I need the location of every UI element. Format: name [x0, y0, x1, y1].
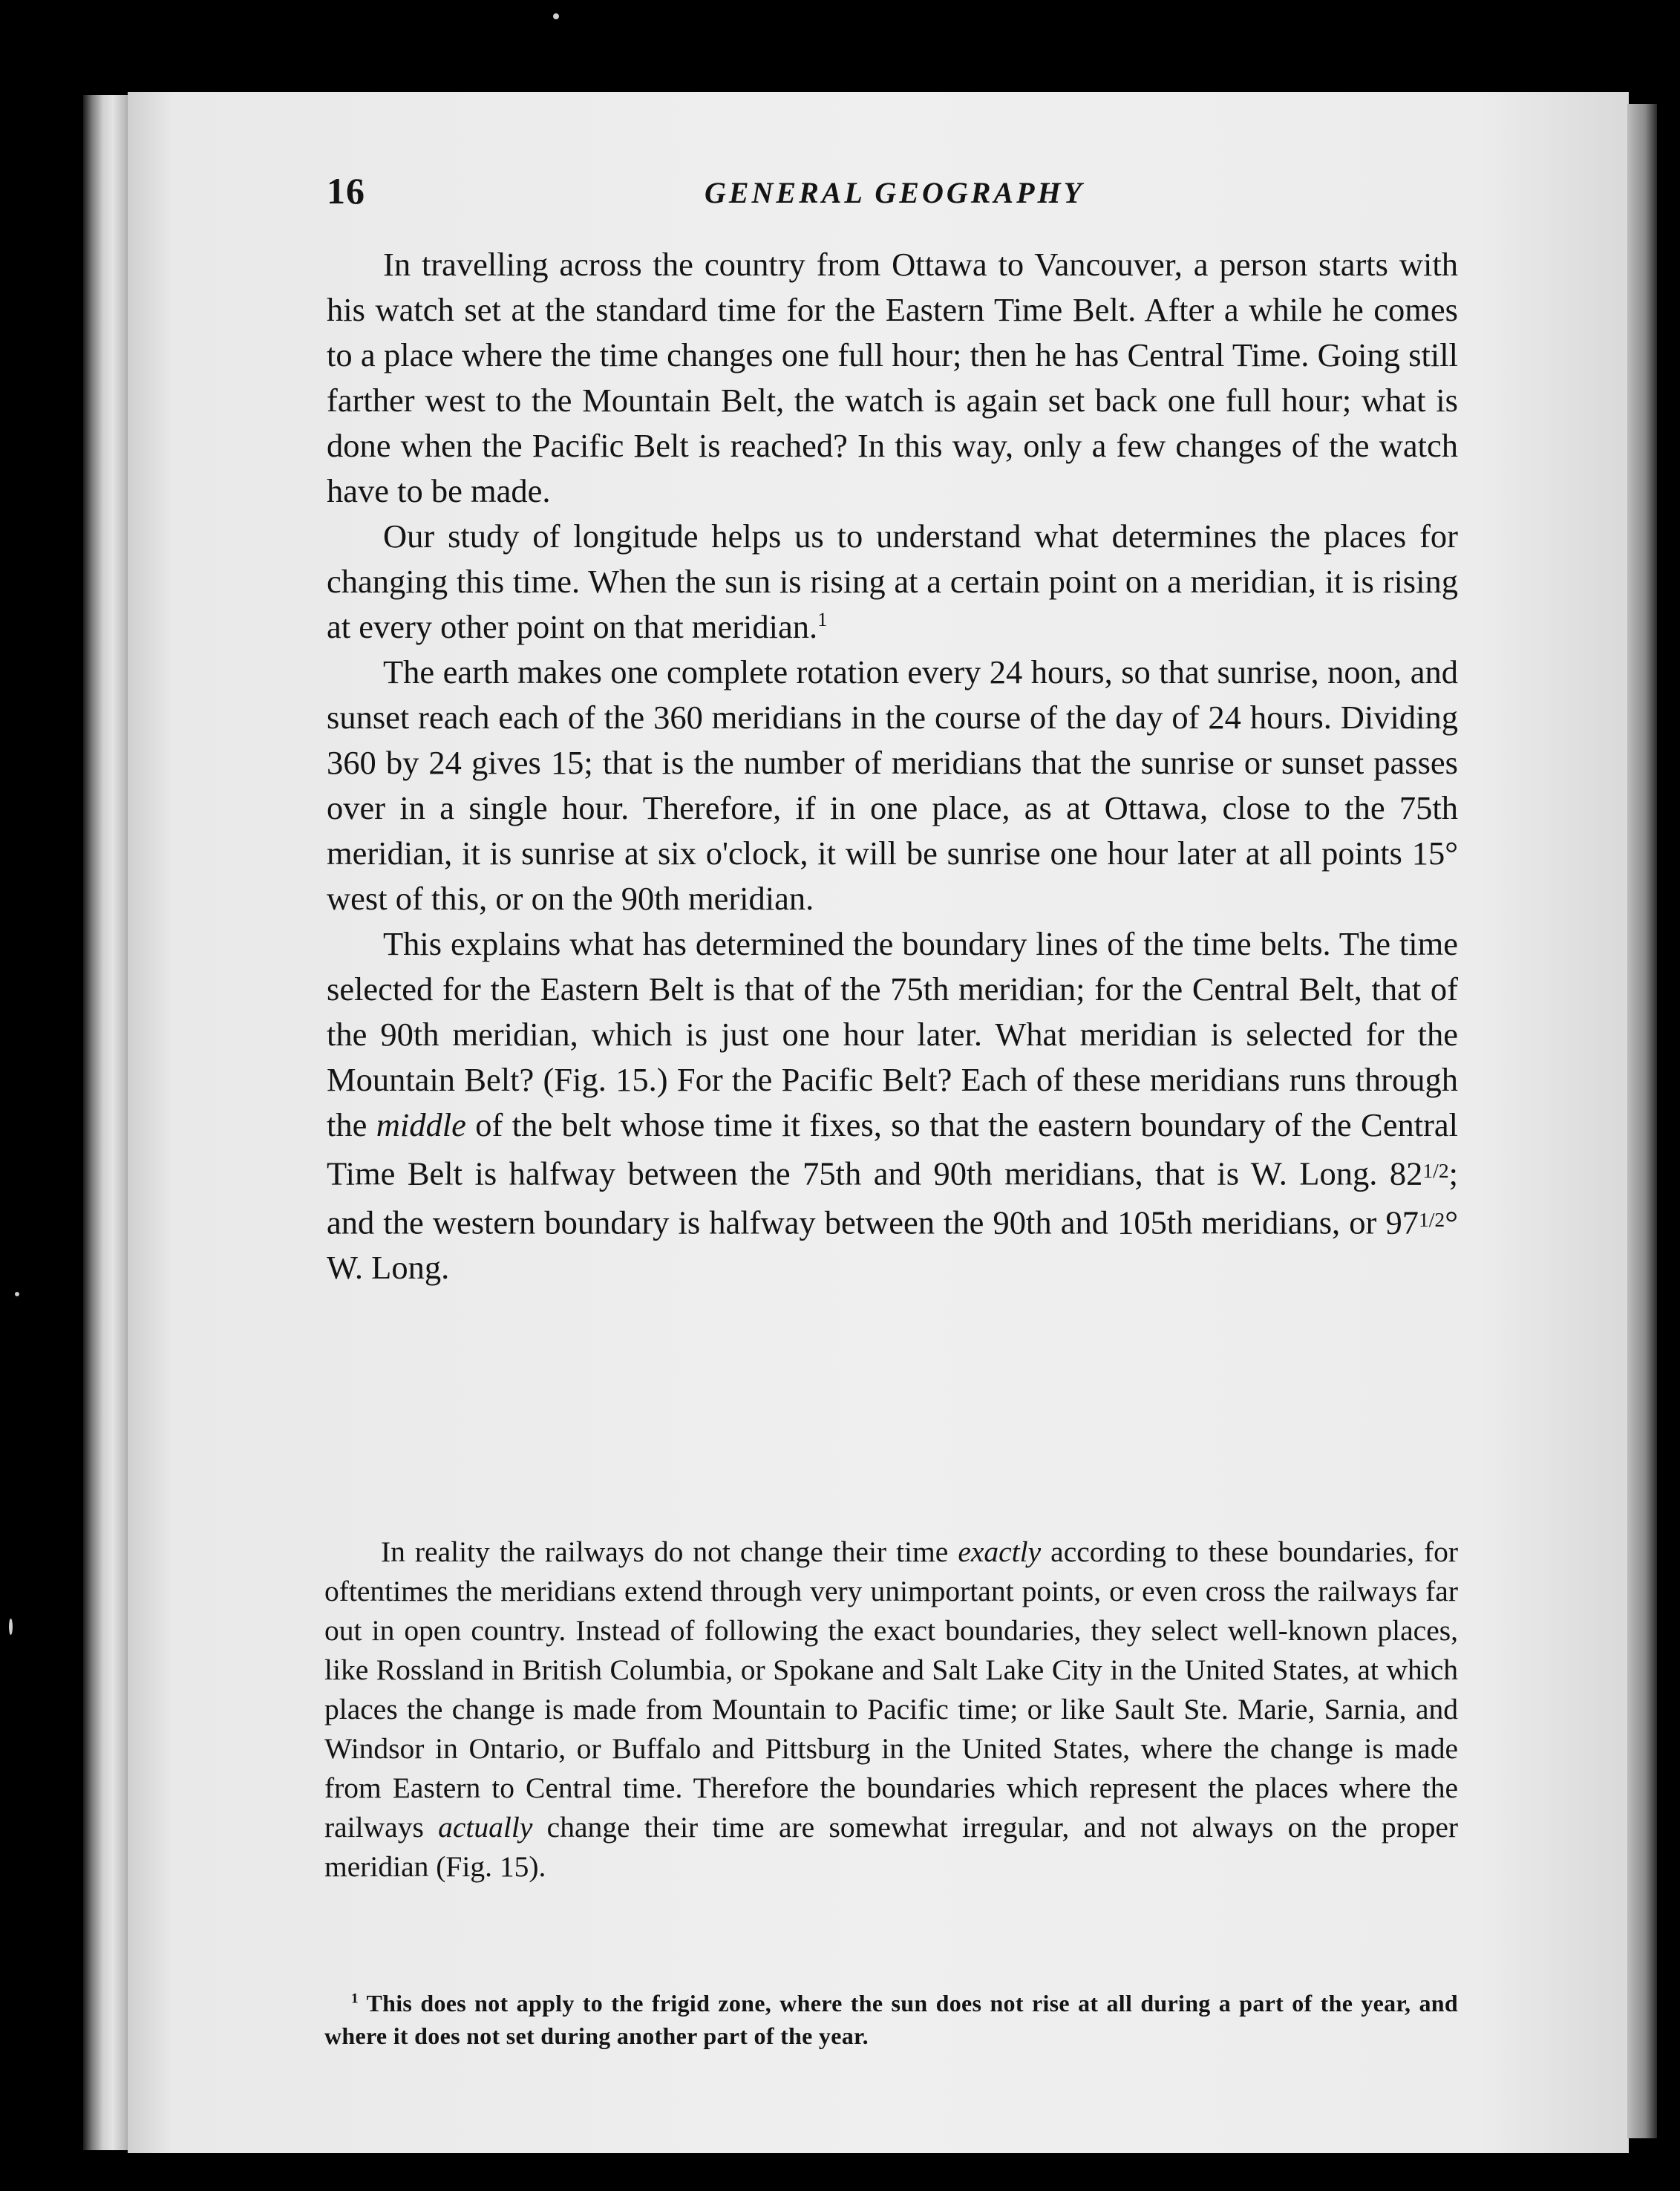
footnote-reference: 1 — [817, 608, 828, 631]
fraction-half: 1/2 — [1418, 1207, 1445, 1231]
note-text-a: In reality the railways do not change their time — [381, 1535, 949, 1568]
paragraph-2 — [327, 514, 1458, 650]
footnote — [324, 1987, 1458, 2052]
paragraph-4 — [327, 921, 1458, 1290]
paragraph-3: The earth makes one complete rotation every 24 hours, so that sunrise, noon, and sunset reach each of the 360 meridians in the course of the day of 24 hours. Dividing 360 by 24 gives 15; that is the number of meridians that the sunrise or sunset passes over in a single hour. Therefore, if in one place, as at Ottawa, close to the 75th meridian, it is sunrise at six o'clock, it will be sunrise one hour later at all points 15° west of this, or on the 90th meridian. — [327, 653, 1458, 917]
note-text-b: according to these boundaries, for oftentimes the meridians extend through very unimportant points, or even cross the railways far out in open country. Instead of following the exact boundaries, they select well-known places, like Rossland in British Columbia, or Spokane and Salt Lake City in the United States, at which places the change is made from Mountain to Pacific time; or like Sault Ste. Marie, Sarnia, and Windsor in Ontario, or Buffalo and Pittsburg in the United States, where the change is made from Eastern to Central time. Therefore the boundaries which represent the places where the railways — [324, 1535, 1459, 1844]
paragraph-4-text-c: ; and the western boundary is halfway between the 90th and 105th meridians, or 97 — [327, 1155, 1458, 1241]
note-paragraph — [324, 1532, 1458, 1887]
footnote-paragraph — [324, 1987, 1458, 2052]
footnote-marker: 1 — [351, 1991, 359, 2007]
scan-speck — [15, 1292, 19, 1296]
body-text — [327, 242, 1458, 1290]
footnote-text: This does not apply to the frigid zone, where the sun does not rise at all during a part of the year, and where it does not set during another part of the year. — [324, 1990, 1458, 2049]
page-header — [327, 169, 1462, 214]
paragraph-4-text-a: This explains what has determined the boundary lines of the time belts. The time selected for the Eastern Belt is that of the 75th meridian; for the Central Belt, that of the 90th meridian, which is just one hour later. What meridian is selected for the Mountain Belt? (Fig. 15.) For the Pacific Belt? Each of these meridians runs through the — [327, 925, 1458, 1143]
paragraph-4-text-d: ° W. Long. — [327, 1204, 1458, 1287]
paragraph-2-text: Our study of longitude helps us to understand what determines the places for changing this time. When the sun is rising at a certain point on a meridian, it is rising at every other point on that meridian. — [327, 517, 1458, 645]
scan-speck — [9, 1619, 13, 1635]
fraction-half: 1/2 — [1422, 1159, 1449, 1182]
running-head: GENERAL GEOGRAPHY — [704, 176, 1085, 209]
emphasis-actually: actually — [438, 1811, 533, 1844]
page-number: 16 — [327, 170, 365, 212]
scan-speck — [553, 13, 559, 19]
emphasis-exactly: exactly — [958, 1535, 1042, 1568]
page-edge-shadow — [1627, 104, 1657, 2138]
paragraph-4-text-b: of the belt whose time it fixes, so that the eastern boundary of the Central Time Belt is halfway between the 75th and 90th meridians, that is W. Long. 82 — [327, 1106, 1459, 1192]
paragraph-1: In travelling across the country from Ottawa to Vancouver, a person starts with his watch set at the standard time for the Eastern Time Belt. After a while he comes to a place where the time changes one full hour; then he has Central Time. Going still farther west to the Mountain Belt, the watch is again set back one full hour; what is done when the Pacific Belt is reached? In this way, only a few changes of the watch have to be made. — [327, 246, 1458, 509]
small-print-note — [324, 1532, 1458, 1887]
note-text-c: change their time are somewhat irregular, and not always on the proper meridian (Fig. 15). — [324, 1811, 1459, 1883]
book-spine — [83, 95, 132, 2150]
emphasis-middle: middle — [376, 1106, 466, 1143]
